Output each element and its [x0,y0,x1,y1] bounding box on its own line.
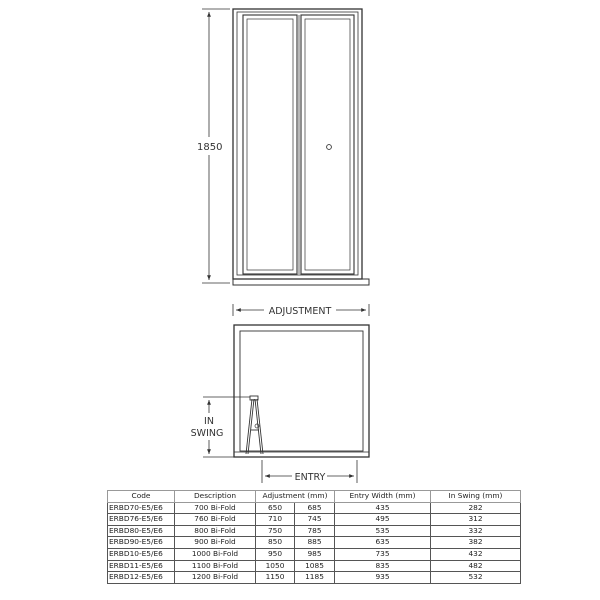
cell-in-swing: 312 [431,514,521,526]
cell-entry-width: 635 [335,537,431,549]
cell-description: 760 Bi-Fold [175,514,256,526]
cell-description: 1200 Bi-Fold [175,572,256,584]
table-row [108,560,521,572]
adjustment-label: ADJUSTMENT [268,306,332,317]
front-elevation [233,9,369,285]
cell-description: 1100 Bi-Fold [175,560,256,572]
cell-adjustment-max: 745 [295,514,335,526]
right-door-panel [301,15,354,274]
header-code: Code [108,491,175,503]
cell-adjustment-max: 785 [295,525,335,537]
table-row [108,514,521,526]
header-adjustment: Adjustment (mm) [256,491,335,503]
cell-in-swing: 532 [431,572,521,584]
cell-adjustment-min: 950 [256,548,295,560]
cell-adjustment-min: 850 [256,537,295,549]
header-in-swing: In Swing (mm) [431,491,521,503]
cell-code: ERBD76-E5/E6 [108,514,175,526]
cell-in-swing: 382 [431,537,521,549]
right-door-glass [305,19,350,270]
cell-adjustment-max: 685 [295,502,335,514]
cell-adjustment-min: 710 [256,514,295,526]
table-row [108,572,521,584]
height-label: 1850 [197,142,223,153]
cell-in-swing: 332 [431,525,521,537]
header-description: Description [175,491,256,503]
cell-adjustment-min: 650 [256,502,295,514]
cell-adjustment-max: 985 [295,548,335,560]
cell-adjustment-min: 1150 [256,572,295,584]
cell-code: ERBD12-E5/E6 [108,572,175,584]
cell-code: ERBD90-E5/E6 [108,537,175,549]
cell-description: 1000 Bi-Fold [175,548,256,560]
table-header-row [108,491,521,503]
cell-in-swing: 432 [431,548,521,560]
cell-code: ERBD70-E5/E6 [108,502,175,514]
entry-label: ENTRY [294,472,326,483]
cell-adjustment-max: 1185 [295,572,335,584]
cell-entry-width: 435 [335,502,431,514]
left-door-panel [243,15,297,274]
table-row [108,502,521,514]
cell-entry-width: 495 [335,514,431,526]
in-swing-label-line1: IN [204,416,214,427]
cell-description: 800 Bi-Fold [175,525,256,537]
table-row [108,548,521,560]
in-swing-dimension [203,397,250,457]
cell-adjustment-min: 750 [256,525,295,537]
specification-table [107,490,521,584]
plan-view [234,325,369,457]
cell-code: ERBD10-E5/E6 [108,548,175,560]
cell-code: ERBD11-E5/E6 [108,560,175,572]
cell-entry-width: 835 [335,560,431,572]
left-door-glass [247,19,293,270]
cell-adjustment-min: 1050 [256,560,295,572]
cell-entry-width: 735 [335,548,431,560]
plan-entry-rail [234,452,369,457]
in-swing-label-line2: SWING [190,428,224,439]
table-row [108,525,521,537]
cell-in-swing: 282 [431,502,521,514]
cell-adjustment-max: 1085 [295,560,335,572]
plan-outer-frame [234,325,369,457]
cell-description: 900 Bi-Fold [175,537,256,549]
cell-entry-width: 535 [335,525,431,537]
folded-door-panels [246,396,263,454]
shower-tray [233,279,369,285]
cell-description: 700 Bi-Fold [175,502,256,514]
cell-code: ERBD80-E5/E6 [108,525,175,537]
cell-entry-width: 935 [335,572,431,584]
cell-in-swing: 482 [431,560,521,572]
table-row [108,537,521,549]
door-knob [327,145,332,150]
header-entry-width: Entry Width (mm) [335,491,431,503]
cell-adjustment-max: 885 [295,537,335,549]
